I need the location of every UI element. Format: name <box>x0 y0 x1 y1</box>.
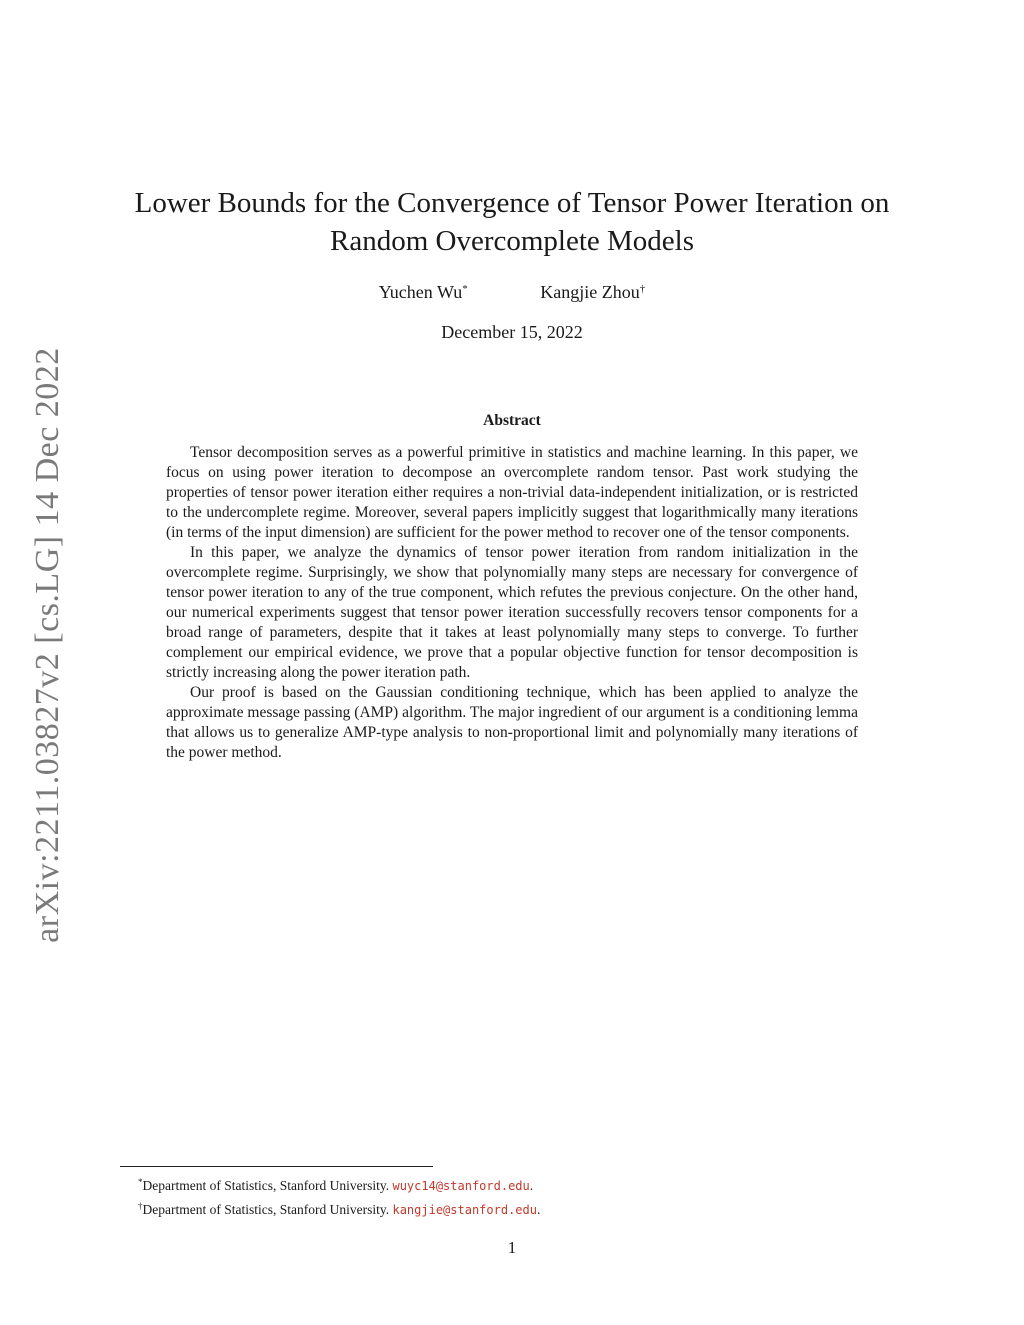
title-line-1: Lower Bounds for the Convergence of Tensor Power Iteration on <box>134 187 890 219</box>
abstract-heading: Abstract <box>483 412 541 429</box>
footnote-divider <box>120 1166 433 1167</box>
paper-title <box>120 184 904 260</box>
footnote-end: . <box>536 1202 541 1217</box>
email-link[interactable]: wuyc14@stanford.edu <box>392 1179 530 1193</box>
footnote-1 <box>138 1172 898 1196</box>
title-line-2: Random Overcomplete Models <box>329 225 695 257</box>
author-affiliation-mark: * <box>462 283 468 295</box>
page-number: 1 <box>507 1238 517 1257</box>
footnote-affiliation: Department of Statistics, Stanford University. <box>142 1178 393 1193</box>
email-link[interactable]: kangjie@stanford.edu <box>392 1203 537 1217</box>
author-name: Kangjie Zhou <box>540 282 640 302</box>
arxiv-identifier-stamp: arXiv:2211.03827v2 [cs.LG] 14 Dec 2022 <box>29 347 66 943</box>
author-name: Yuchen Wu <box>378 282 463 302</box>
author-list <box>0 282 1024 303</box>
author-1 <box>379 282 468 303</box>
author-affiliation-mark: † <box>639 283 646 295</box>
abstract-body <box>166 443 858 763</box>
publication-date: December 15, 2022 <box>441 322 583 342</box>
footnote-affiliation: Department of Statistics, Stanford University. <box>142 1202 393 1217</box>
author-2 <box>540 282 645 303</box>
footnote-mark: † <box>138 1201 143 1211</box>
abstract-paragraph: In this paper, we analyze the dynamics of tensor power iteration from random initialization in the overcomplete regime. Surprisingly, we show that polynomially many steps are necessary for convergence of tensor power iteration to any of the true component, which refutes the previous conjecture. On the other hand, our numerical experiments suggest that tensor power iteration successfully recovers tensor components for a broad range of parameters, despite that it takes at least polynomially many steps to converge. To further complement our empirical evidence, we prove that a popular objective function for tensor decomposition is strictly increasing along the power iteration path. <box>166 544 858 681</box>
abstract-paragraph: Our proof is based on the Gaussian conditioning technique, which has been applied to analyze the approximate message passing (AMP) algorithm. The major ingredient of our argument is a conditioning lemma that allows us to generalize AMP-type analysis to non-proportional limit and polynomially many iterations of the power method. <box>166 684 858 761</box>
footnote-end: . <box>529 1178 534 1193</box>
footnotes <box>138 1172 898 1220</box>
abstract-paragraph: Tensor decomposition serves as a powerful primitive in statistics and machine learning. In this paper, we focus on using power iteration to decompose an overcomplete random tensor. Past work studying the properties of tensor power iteration either requires a non-trivial data-independent initialization, or is restricted to the undercomplete regime. Moreover, several papers implicitly suggest that logarithmically many iterations (in terms of the input dimension) are sufficient for the power method to recover one of the tensor components. <box>166 444 858 541</box>
footnote-2 <box>138 1196 898 1220</box>
footnote-mark: * <box>138 1177 143 1187</box>
